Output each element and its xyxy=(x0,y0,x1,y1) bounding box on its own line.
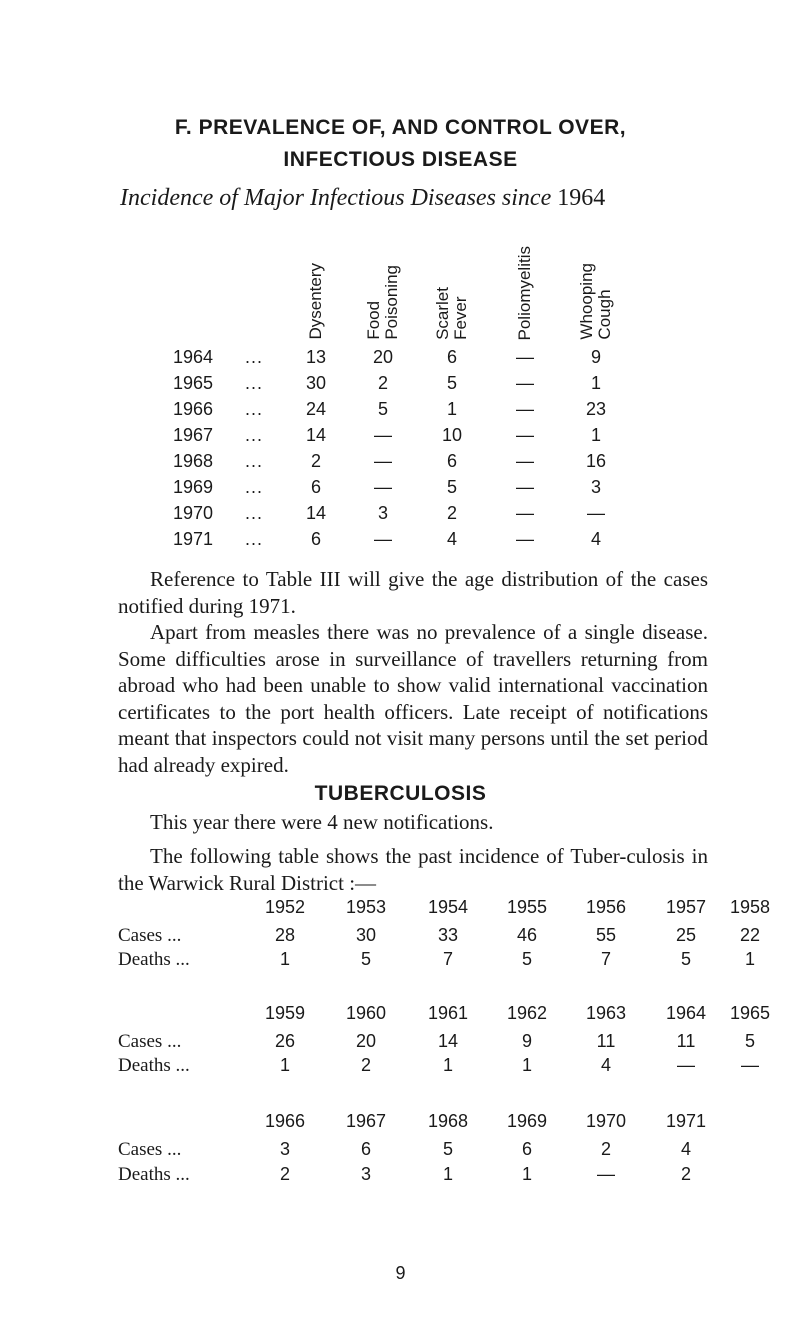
incidence-row: 1964 ... 13 20 6 — 9 xyxy=(173,347,601,367)
tb-years-row: 1952 1953 1954 1955 1956 1957 1958 xyxy=(264,897,771,917)
paragraph-new-notifications: This year there were 4 new notifications. xyxy=(150,810,494,834)
column-header-food-poisoning: Food Poisoning xyxy=(364,265,401,340)
tb-years-row: 1966 1967 1968 1969 1970 1971 xyxy=(264,1111,707,1131)
incidence-row: 1965 ... 30 2 5 — 1 xyxy=(173,373,601,393)
column-header-whooping-cough: Whooping Cough xyxy=(577,263,614,340)
tuberculosis-heading: TUBERCULOSIS xyxy=(314,782,487,805)
incidence-row: 1967 ... 14 — 10 — 1 xyxy=(173,425,601,445)
paragraph-reference: Reference to Table III will give the age distribution of the cases notified during 1971. xyxy=(118,567,708,618)
incidence-title-year: 1964 xyxy=(557,185,606,211)
tb-cases-row: Cases ... 3 6 5 6 2 4 xyxy=(118,1139,691,1160)
paragraph-apart: Apart from measles there was no prevalence of a single disease. Some difficulties arose in surveillance of travellers returning from abroad who had been unable to show valid international vaccination certificates to the port health officers. Late receipt of notifications meant that inspectors could not visit many persons until the set period had already expired. xyxy=(118,620,708,777)
tb-deaths-row: Deaths ... 1 2 1 1 4 — — xyxy=(118,1055,759,1076)
incidence-row: 1969 ... 6 — 5 — 3 xyxy=(173,477,601,497)
incidence-row: 1970 ... 14 3 2 — — xyxy=(173,503,605,523)
incidence-row: 1968 ... 2 — 6 — 16 xyxy=(173,451,607,471)
incidence-table-title xyxy=(120,185,605,212)
tb-cases-row: Cases ... 26 20 14 9 11 11 5 xyxy=(118,1031,755,1052)
tb-years-row: 1959 1960 1961 1962 1963 1964 1965 xyxy=(264,1003,771,1023)
column-header-dysentery: Dysentery xyxy=(306,263,325,340)
column-header-poliomyelitis: Poliomyelitis xyxy=(515,245,534,340)
incidence-title-text: Incidence of Major Infectious Diseases since xyxy=(120,185,552,211)
tb-deaths-row: Deaths ... 1 5 7 5 7 5 1 xyxy=(118,949,755,970)
paragraph-table-intro: The following table shows the past incidence of Tuber-culosis in the Warwick Rural District :— xyxy=(118,844,708,895)
section-title-line2: INFECTIOUS DISEASE xyxy=(283,148,518,171)
tb-deaths-row: Deaths ... 2 3 1 1 — 2 xyxy=(118,1164,691,1185)
tb-cases-row: Cases ... 28 30 33 46 55 25 22 xyxy=(118,925,761,946)
incidence-row: 1966 ... 24 5 1 — 23 xyxy=(173,399,607,419)
page-number: 9 xyxy=(395,1263,406,1283)
column-header-scarlet-fever: Scarlet Fever xyxy=(433,287,470,340)
incidence-row: 1971 ... 6 — 4 — 4 xyxy=(173,529,601,549)
section-title-line1: F. PREVALENCE OF, AND CONTROL OVER, xyxy=(174,116,627,139)
